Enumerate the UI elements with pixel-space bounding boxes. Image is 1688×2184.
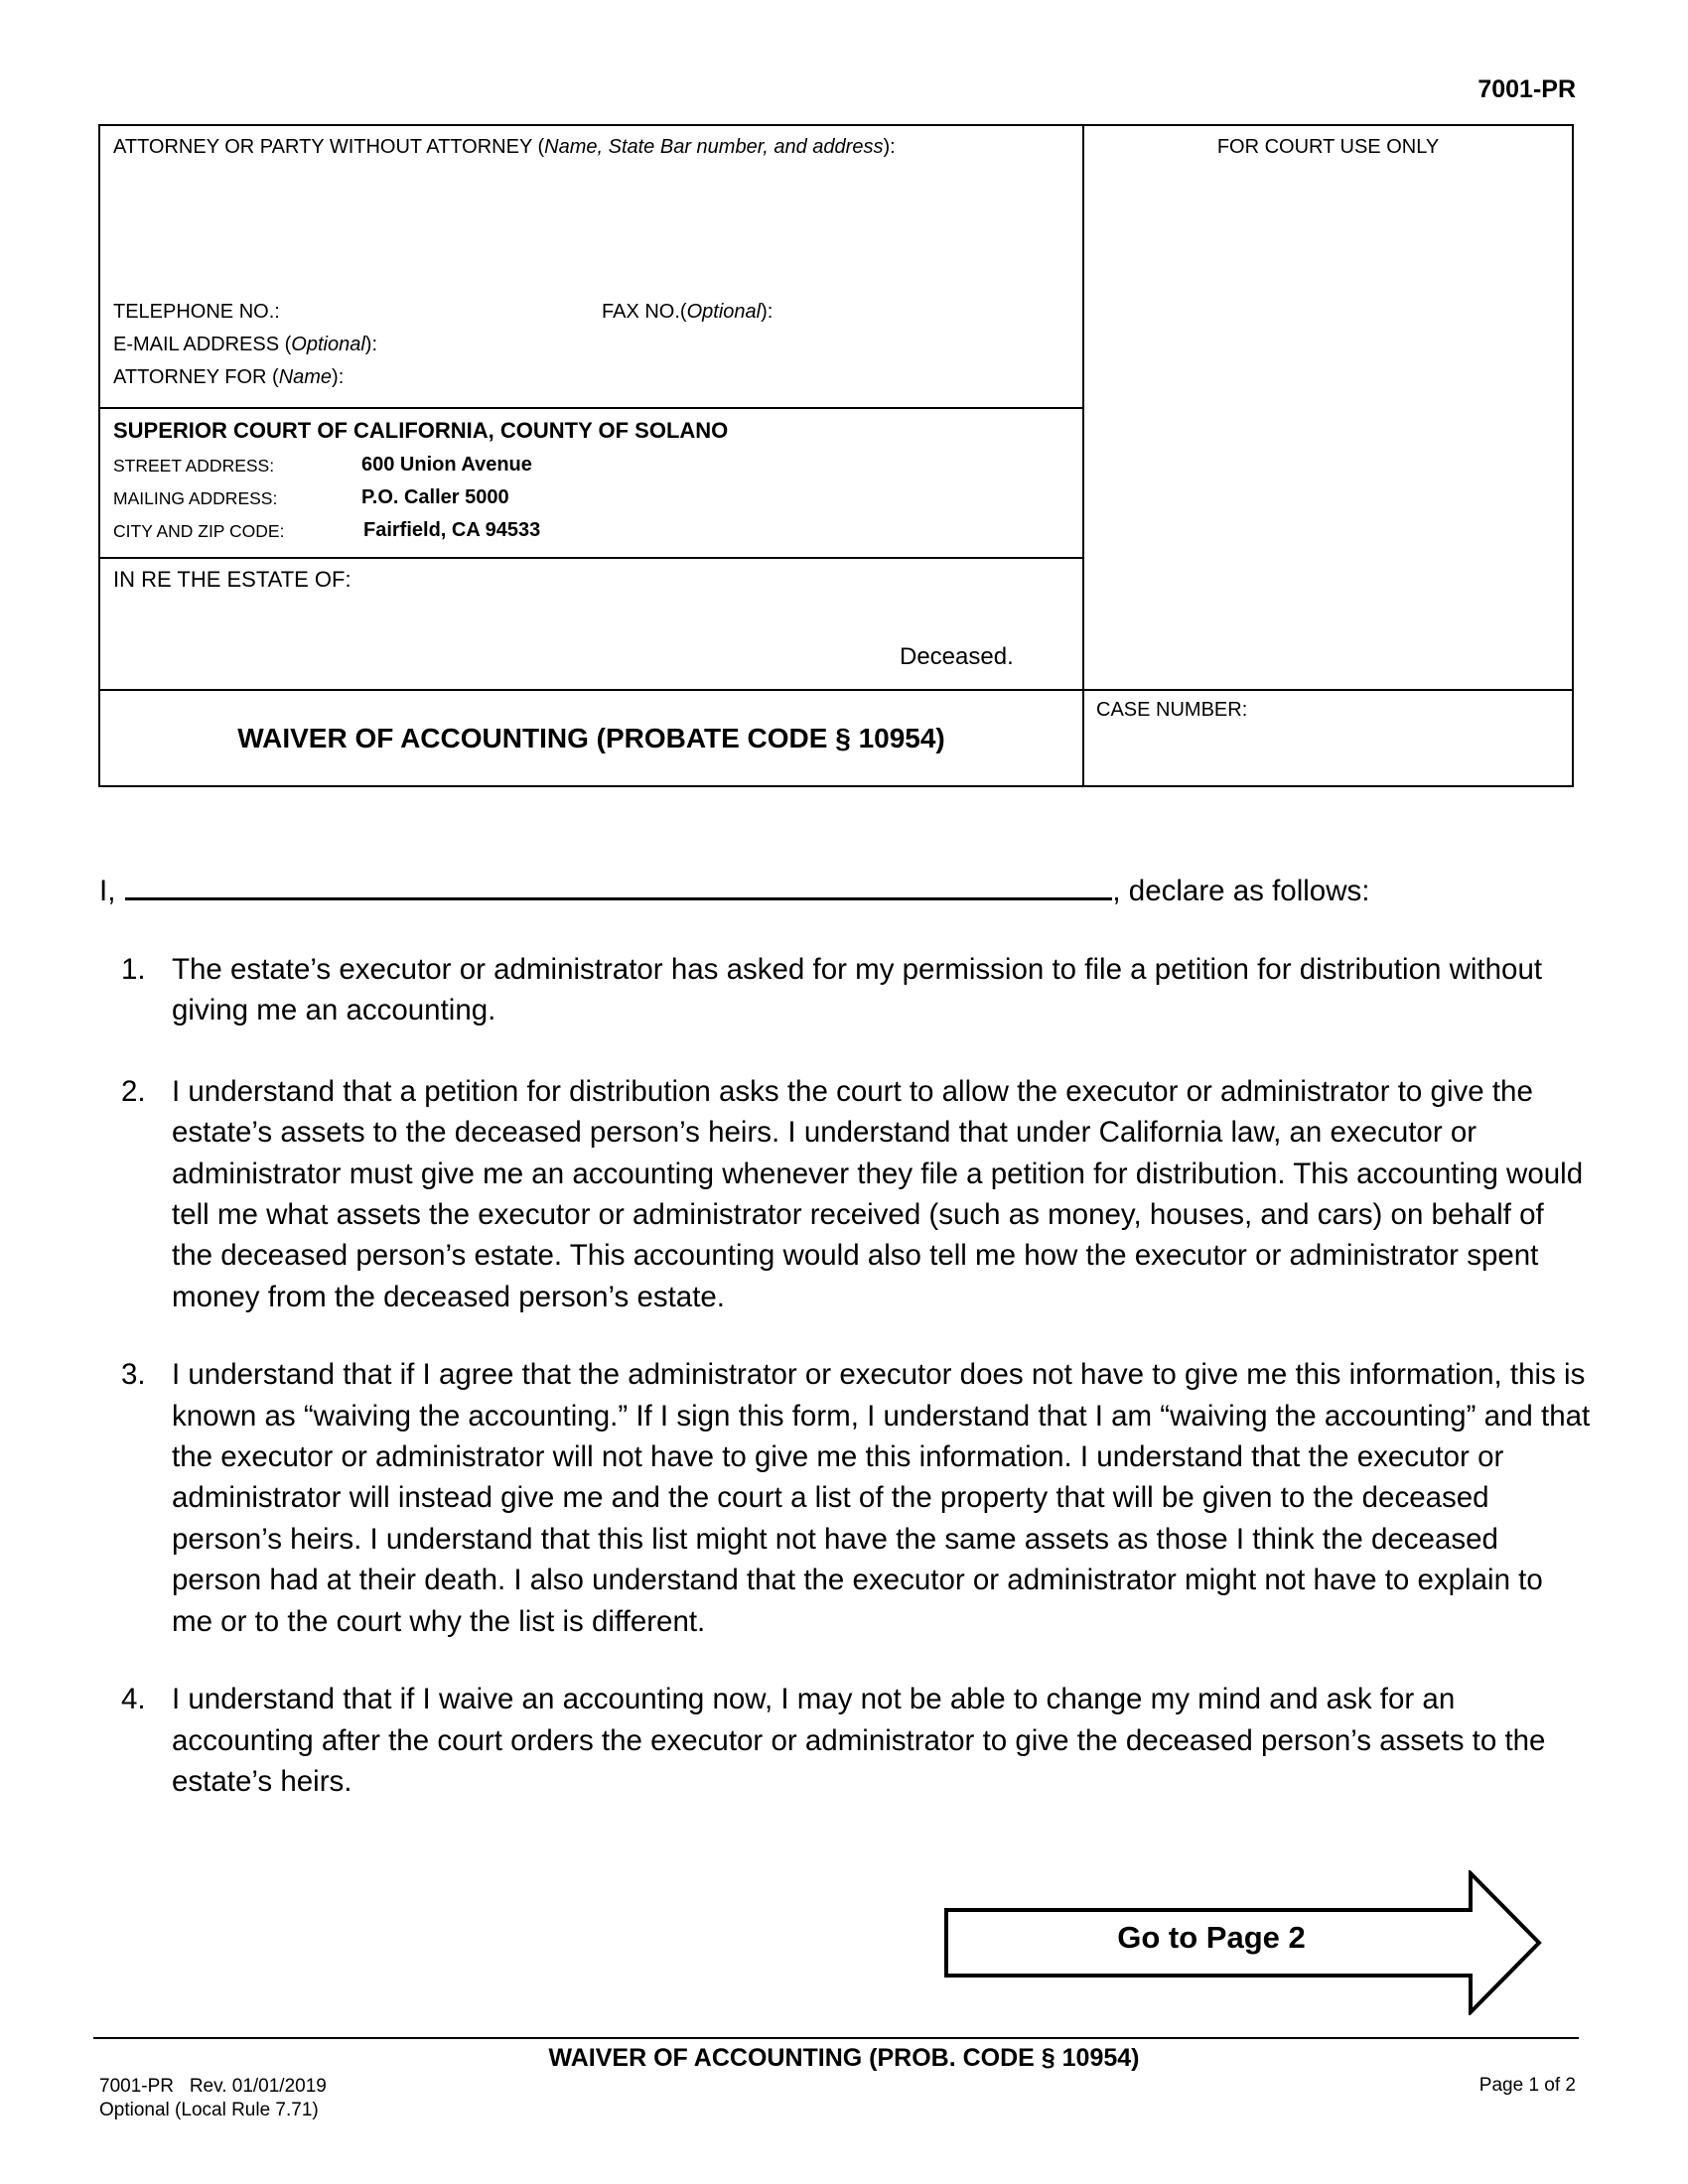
declarant-name-field[interactable] <box>125 870 1112 900</box>
footer-optional-rule: Optional (Local Rule 7.71) <box>99 2100 319 2120</box>
email-label: E-MAIL ADDRESS (Optional): <box>113 334 378 355</box>
caption-divider <box>1082 126 1084 785</box>
city-zip: Fairfield, CA 94533 <box>363 519 541 541</box>
declaration-prefix: I, <box>99 875 116 907</box>
court-name: SUPERIOR COURT OF CALIFORNIA, COUNTY OF SOLANO <box>113 418 729 443</box>
declaration-suffix: , declare as follows: <box>1112 875 1370 907</box>
court-use-only-label: FOR COURT USE ONLY <box>1216 136 1440 158</box>
deceased-label: Deceased. <box>900 643 1014 670</box>
form-title: WAIVER OF ACCOUNTING (PROBATE CODE § 10954) <box>237 723 945 753</box>
statement-text: I understand that if I agree that the administrator or executor does not have to give me this information, this is known as “waiving the accounting.” If I sign this form, I understand that I am “waiving the accounting” and that the executor or administrator will not have to give me this information. I understand that the executor or administrator will instead give me and the court a list of the property that will be given to the deceased person’s heirs. I understand that this list might not have the same assets as those I think the deceased person had at their death. I also understand that the executor or administrator might not have to explain to me or to the court why the list is different. <box>172 1358 1591 1638</box>
list-item: 2. I understand that a petition for distribution asks the court to allow the executor or administrator to give the estate’s assets to the deceased person’s heirs. I understand that under California law, an executor or administrator must give me an accounting whenever they file a petition for distribution. This accounting would tell me what assets the executor or administrator received (such as money, houses, and cars) on behalf of the deceased person’s estate. This accounting would also tell me how the executor or administrator spent money from the deceased person’s estate. <box>121 1074 1584 1313</box>
street-address: 600 Union Avenue <box>361 454 532 476</box>
statement-text: The estate’s executor or administrator has asked for my permission to file a petition for distribution without giving me an accounting. <box>172 953 1543 1027</box>
divider <box>100 557 1082 559</box>
caption-box <box>98 124 1574 787</box>
form-code: 7001-PR <box>1477 75 1576 103</box>
mailing-address-label: MAILING ADDRESS: <box>113 488 278 508</box>
street-address-label: STREET ADDRESS: <box>113 456 275 476</box>
fax-label: FAX NO.(Optional): <box>602 301 774 323</box>
attorney-header: ATTORNEY OR PARTY WITHOUT ATTORNEY (Name, State Bar number, and address): <box>113 136 896 158</box>
statement-text: I understand that a petition for distribution asks the court to allow the executor or administrator to give the estate’s assets to the deceased person’s heirs. I understand that under California law, an executor or administrator must give me an accounting whenever they file a petition for distribution. This accounting would tell me what assets the executor or administrator received (such as money, houses, and cars) on behalf of the deceased person’s estate. This accounting would also tell me how the executor or administrator spent money from the deceased person’s estate. <box>172 1074 1584 1313</box>
declaration-line <box>99 870 1369 911</box>
footer-divider <box>93 2037 1579 2039</box>
attorney-for-label: ATTORNEY FOR (Name): <box>113 366 345 388</box>
statement-list <box>121 949 1591 1843</box>
go-to-page-2-label: Go to Page 2 <box>1117 1920 1306 1955</box>
go-to-page-2-button[interactable] <box>943 1870 1543 2015</box>
list-item: 1. The estate’s executor or administrator has asked for my permission to file a petition for distribution without giving me an accounting. <box>121 953 1543 1027</box>
mailing-address: P.O. Caller 5000 <box>361 486 509 508</box>
statement-text: I understand that if I waive an accounting now, I may not be able to change my mind and ask for an accounting after the court orders the executor or administrator to give the deceased person’s assets to the estate’s heirs. <box>172 1683 1546 1798</box>
divider <box>100 407 1082 409</box>
footer-title: WAIVER OF ACCOUNTING (PROB. CODE § 10954) <box>548 2044 1140 2072</box>
footer-form-info <box>99 2075 327 2122</box>
estate-of-label: IN RE THE ESTATE OF: <box>113 567 352 592</box>
footer-form-rev: 7001-PR Rev. 01/01/2019 <box>99 2076 327 2097</box>
telephone-label: TELEPHONE NO.: <box>113 301 280 323</box>
divider <box>100 689 1572 691</box>
page-indicator: Page 1 of 2 <box>1478 2075 1576 2096</box>
list-item: 4. I understand that if I waive an accounting now, I may not be able to change my mind and ask for an accounting after the court orders the executor or administrator to give the deceased person’s assets to the estate’s heirs. <box>121 1683 1546 1798</box>
case-number-label: CASE NUMBER: <box>1096 699 1248 721</box>
list-item: 3. I understand that if I agree that the administrator or executor does not have to give me this information, this is known as “waiving the accounting.” If I sign this form, I understand that I am “waiving the accounting” and that the executor or administrator will not have to give me this information. I understand that the executor or administrator will instead give me and the court a list of the property that will be given to the deceased person’s heirs. I understand that this list might not have the same assets as those I think the deceased person had at their death. I also understand that the executor or administrator might not have to explain to me or to the court why the list is different. <box>121 1358 1591 1638</box>
city-zip-label: CITY AND ZIP CODE: <box>113 521 285 541</box>
